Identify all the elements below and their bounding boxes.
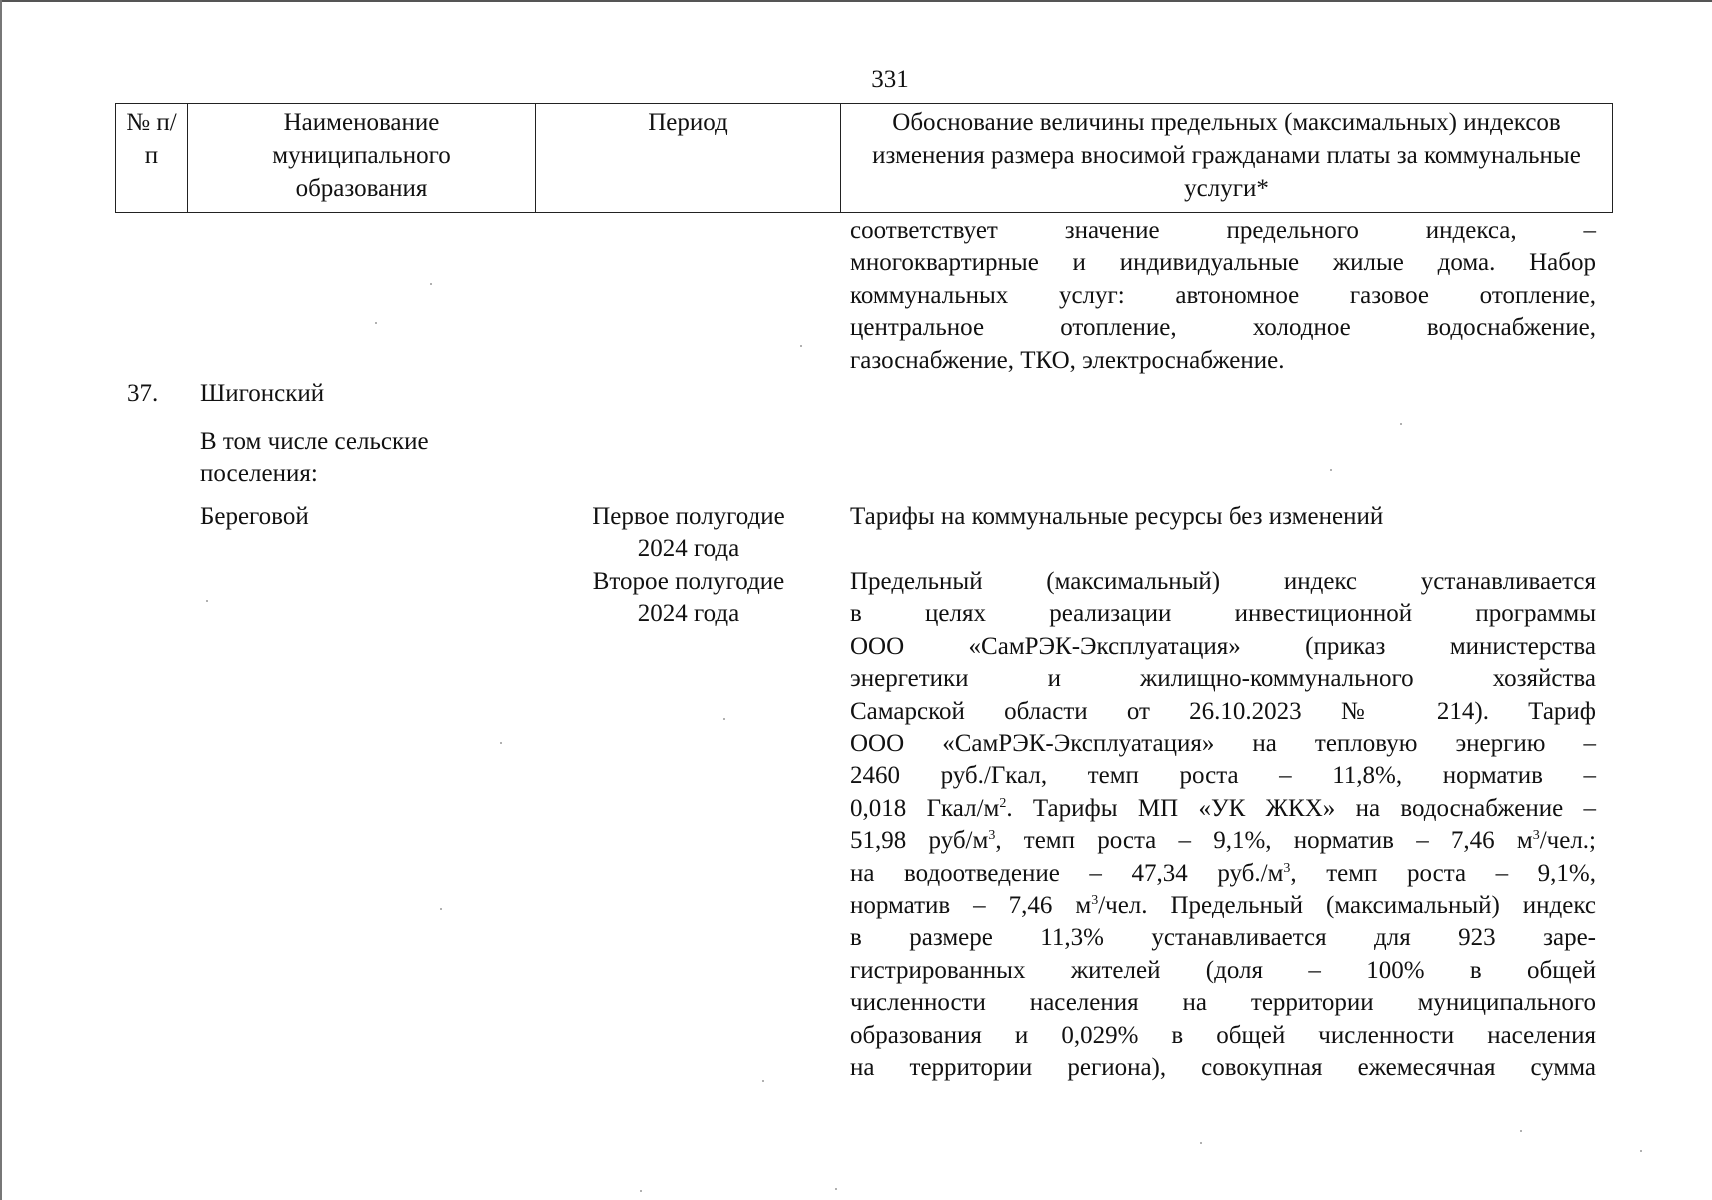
municipality-name: Шигонский [200,380,325,407]
basis-second-half [850,566,1596,1085]
text-line: энергетики и жилищно-коммунального хозяйства [850,665,1596,693]
text-line: Самарской области от 26.10.2023 № 214). Тариф [850,697,1596,725]
scan-border-top [0,0,1712,2]
scan-speck [430,283,432,285]
scan-speck [1400,423,1402,425]
text-line: численности населения на территории муниципального [850,989,1596,1017]
scan-speck [762,1080,764,1082]
text-line: многоквартирные и индивидуальные жилые дома. Набор [850,249,1596,277]
text-line: 0,018 Гкал/$м^2$. Тарифы МП «УК ЖКХ» на водоснабжение – [850,794,1596,822]
period-first-half: Первое полугодие 2024 года [592,503,785,563]
text-line: на водоотведение – 47,34 $руб./м^3$, темп роста – 9,1%, [850,859,1596,887]
text-line: 51,98 руб/$м^3$, темп роста – 9,1%, норматив – 7,46 $м^3$/чел.; [850,827,1597,855]
text-line: коммунальных услуг: автономное газовое отопление, [850,281,1596,309]
scan-speck [440,908,442,910]
text-line: на территории региона), совокупная ежемесячная сумма [850,1054,1596,1082]
text-line: ООО «СамРЭК-Эксплуатация» на тепловую энергию – [850,730,1596,758]
basis-first-half: Тарифы на коммунальные ресурсы без изменений [850,503,1384,530]
scan-speck [375,322,377,324]
scan-border-left [0,0,2,1200]
period-second-half: Второе полугодие 2024 года [592,568,785,628]
scan-speck [1520,1130,1522,1132]
scan-speck [206,600,208,602]
text-line: соответствует значение предельного индекса, – [850,217,1596,244]
row-number: 37. [127,380,159,407]
text-line: образования и 0,029% в общей численности населения [850,1021,1596,1049]
text-line: в целях реализации инвестиционной программы [850,600,1596,628]
text-line: гистрированных жителей (доля – 100% в общей [850,956,1596,984]
page-number: 331 [871,66,909,93]
header-basis: Обоснование величины предельных (максимальных) индексов изменения размера вносимой гражданами платы за коммунальные услуги* [841,104,1613,213]
text-line: ООО «СамРЭК-Эксплуатация» (приказ министерства [850,632,1596,660]
table-header [115,103,1613,213]
continuation-text [850,215,1596,377]
text-line: в размере 11,3% устанавливается для 923 заре- [850,924,1596,952]
text-line: газоснабжение, ТКО, электроснабжение. [850,346,1285,374]
scan-speck [1330,469,1332,471]
scan-speck [1200,1142,1202,1144]
header-municipality: Наименование муниципального образования [188,104,536,213]
text-line: норматив – 7,46 $м^3$/чел. Предельный (максимальный) индекс [850,892,1596,920]
settlement-name: Береговой [200,503,309,530]
text-line: 2460 руб./Гкал, темп роста – 11,8%, норматив – [850,762,1596,790]
subheading: В том числе сельские поселения: [200,428,429,488]
header-period: Период [536,104,841,213]
scan-speck [500,742,502,744]
header-number: № п/п [116,104,188,213]
text-line: Предельный (максимальный) индекс устанавливается [850,568,1596,595]
scan-speck [835,1188,837,1190]
scan-speck [723,718,725,720]
scan-speck [800,345,802,347]
scan-speck [640,1190,642,1192]
text-line: центральное отопление, холодное водоснабжение, [850,314,1596,342]
scan-speck [1640,1150,1642,1152]
